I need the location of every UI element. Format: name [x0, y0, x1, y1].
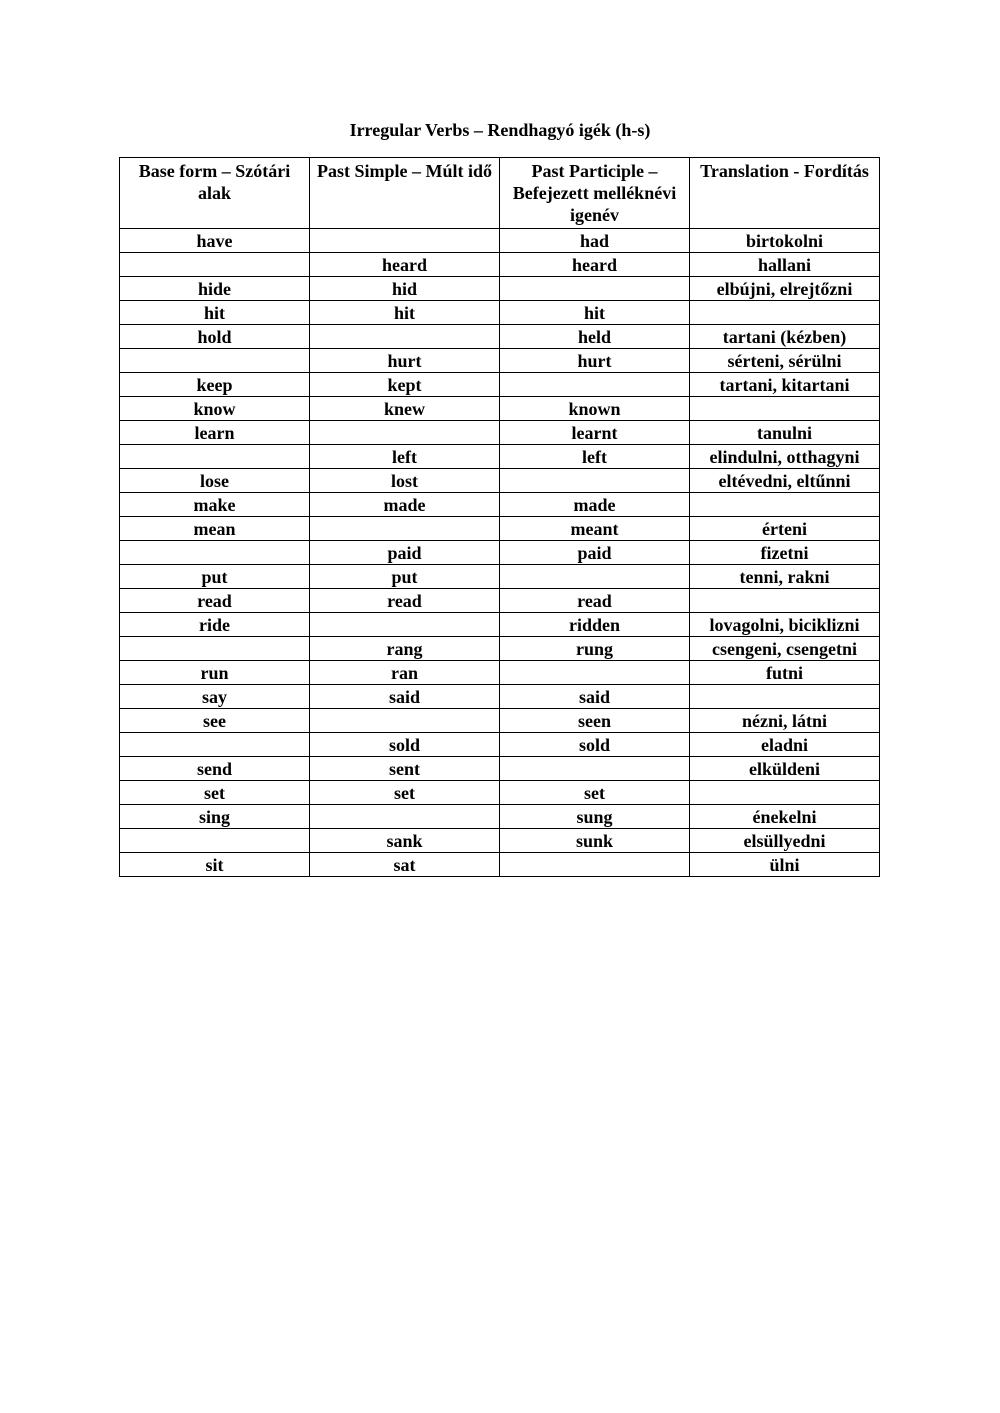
cell-past-participle: known — [500, 397, 690, 421]
cell-base-form — [120, 349, 310, 373]
cell-translation: lovagolni, biciklizni — [690, 613, 880, 637]
cell-past-participle: seen — [500, 709, 690, 733]
cell-base-form: say — [120, 685, 310, 709]
cell-base-form: lose — [120, 469, 310, 493]
cell-past-simple — [310, 325, 500, 349]
cell-translation: érteni — [690, 517, 880, 541]
header-past-simple: Past Simple – Múlt idő — [310, 158, 500, 229]
cell-base-form: send — [120, 757, 310, 781]
cell-base-form: mean — [120, 517, 310, 541]
cell-past-simple — [310, 517, 500, 541]
cell-past-participle — [500, 277, 690, 301]
cell-past-simple: hurt — [310, 349, 500, 373]
cell-base-form — [120, 253, 310, 277]
page-title: Irregular Verbs – Rendhagyó igék (h-s) — [349, 120, 651, 140]
cell-past-simple: heard — [310, 253, 500, 277]
cell-past-participle: meant — [500, 517, 690, 541]
cell-past-simple — [310, 229, 500, 253]
cell-past-participle — [500, 565, 690, 589]
cell-base-form: read — [120, 589, 310, 613]
cell-translation: énekelni — [690, 805, 880, 829]
cell-past-participle: paid — [500, 541, 690, 565]
cell-translation: sérteni, sérülni — [690, 349, 880, 373]
cell-base-form — [120, 733, 310, 757]
cell-base-form: hold — [120, 325, 310, 349]
table-row — [120, 541, 880, 565]
cell-translation: birtokolni — [690, 229, 880, 253]
cell-past-simple: knew — [310, 397, 500, 421]
cell-past-participle: ridden — [500, 613, 690, 637]
cell-translation: eladni — [690, 733, 880, 757]
table-row — [120, 493, 880, 517]
table-row — [120, 685, 880, 709]
cell-past-participle: hit — [500, 301, 690, 325]
cell-past-participle: sold — [500, 733, 690, 757]
cell-translation — [690, 397, 880, 421]
cell-translation: elindulni, otthagyni — [690, 445, 880, 469]
cell-past-simple: sent — [310, 757, 500, 781]
cell-base-form: set — [120, 781, 310, 805]
cell-past-simple — [310, 421, 500, 445]
table-row — [120, 661, 880, 685]
cell-translation: hallani — [690, 253, 880, 277]
table-row — [120, 397, 880, 421]
table-row — [120, 637, 880, 661]
cell-past-simple: sank — [310, 829, 500, 853]
cell-base-form: sit — [120, 853, 310, 877]
cell-translation: futni — [690, 661, 880, 685]
table-row — [120, 421, 880, 445]
cell-base-form: ride — [120, 613, 310, 637]
cell-past-participle — [500, 373, 690, 397]
table-row — [120, 589, 880, 613]
table-row — [120, 565, 880, 589]
table-row — [120, 253, 880, 277]
table-row — [120, 829, 880, 853]
cell-translation — [690, 781, 880, 805]
cell-base-form — [120, 445, 310, 469]
cell-base-form: have — [120, 229, 310, 253]
cell-past-simple: rang — [310, 637, 500, 661]
header-row — [120, 158, 880, 229]
cell-translation: eltévedni, eltűnni — [690, 469, 880, 493]
cell-translation — [690, 589, 880, 613]
cell-past-simple: read — [310, 589, 500, 613]
cell-past-participle: said — [500, 685, 690, 709]
cell-translation — [690, 685, 880, 709]
cell-past-simple — [310, 805, 500, 829]
table-body — [120, 229, 880, 877]
table-row — [120, 445, 880, 469]
cell-past-participle: held — [500, 325, 690, 349]
cell-translation: tanulni — [690, 421, 880, 445]
cell-past-simple: hid — [310, 277, 500, 301]
cell-past-simple: said — [310, 685, 500, 709]
cell-past-participle: rung — [500, 637, 690, 661]
cell-translation — [690, 301, 880, 325]
cell-past-participle: had — [500, 229, 690, 253]
cell-past-simple: made — [310, 493, 500, 517]
cell-past-simple: sat — [310, 853, 500, 877]
cell-translation: nézni, látni — [690, 709, 880, 733]
table-row — [120, 229, 880, 253]
cell-past-simple — [310, 709, 500, 733]
cell-past-participle: sung — [500, 805, 690, 829]
cell-translation: elküldeni — [690, 757, 880, 781]
table-row — [120, 325, 880, 349]
header-translation: Translation - Fordítás — [690, 158, 880, 229]
cell-past-participle: sunk — [500, 829, 690, 853]
table-row — [120, 613, 880, 637]
cell-past-simple: set — [310, 781, 500, 805]
cell-base-form: put — [120, 565, 310, 589]
cell-past-participle: left — [500, 445, 690, 469]
table-row — [120, 469, 880, 493]
cell-past-participle: read — [500, 589, 690, 613]
table-row — [120, 757, 880, 781]
cell-past-participle: set — [500, 781, 690, 805]
cell-past-participle — [500, 469, 690, 493]
cell-past-simple: sold — [310, 733, 500, 757]
cell-past-simple: ran — [310, 661, 500, 685]
cell-translation: tartani, kitartani — [690, 373, 880, 397]
cell-past-simple: kept — [310, 373, 500, 397]
table-row — [120, 733, 880, 757]
irregular-verbs-table — [119, 157, 880, 877]
cell-translation: csengeni, csengetni — [690, 637, 880, 661]
header-base-form: Base form – Szótári alak — [120, 158, 310, 229]
table-row — [120, 517, 880, 541]
cell-past-participle: hurt — [500, 349, 690, 373]
cell-base-form: see — [120, 709, 310, 733]
cell-translation: elsüllyedni — [690, 829, 880, 853]
cell-translation: elbújni, elrejtőzni — [690, 277, 880, 301]
cell-base-form: hide — [120, 277, 310, 301]
cell-past-simple: paid — [310, 541, 500, 565]
cell-past-simple: hit — [310, 301, 500, 325]
cell-base-form: know — [120, 397, 310, 421]
cell-past-simple: lost — [310, 469, 500, 493]
cell-translation: ülni — [690, 853, 880, 877]
cell-translation: tartani (kézben) — [690, 325, 880, 349]
cell-past-participle: made — [500, 493, 690, 517]
table-row — [120, 301, 880, 325]
cell-base-form: learn — [120, 421, 310, 445]
cell-base-form — [120, 637, 310, 661]
cell-past-simple: left — [310, 445, 500, 469]
table-row — [120, 853, 880, 877]
table-row — [120, 373, 880, 397]
cell-past-participle: heard — [500, 253, 690, 277]
cell-base-form: make — [120, 493, 310, 517]
cell-translation: fizetni — [690, 541, 880, 565]
cell-past-participle: learnt — [500, 421, 690, 445]
cell-past-simple: put — [310, 565, 500, 589]
table-row — [120, 805, 880, 829]
cell-past-participle — [500, 853, 690, 877]
cell-past-participle — [500, 757, 690, 781]
table-row — [120, 277, 880, 301]
table-row — [120, 709, 880, 733]
cell-base-form: keep — [120, 373, 310, 397]
header-past-participle: Past Participle – Befejezett melléknévi igenév — [500, 158, 690, 229]
table-row — [120, 349, 880, 373]
cell-base-form: sing — [120, 805, 310, 829]
cell-base-form — [120, 541, 310, 565]
table-header — [120, 158, 880, 229]
cell-base-form — [120, 829, 310, 853]
table-row — [120, 781, 880, 805]
cell-past-simple — [310, 613, 500, 637]
cell-base-form: run — [120, 661, 310, 685]
cell-translation — [690, 493, 880, 517]
cell-past-participle — [500, 661, 690, 685]
cell-base-form: hit — [120, 301, 310, 325]
cell-translation: tenni, rakni — [690, 565, 880, 589]
